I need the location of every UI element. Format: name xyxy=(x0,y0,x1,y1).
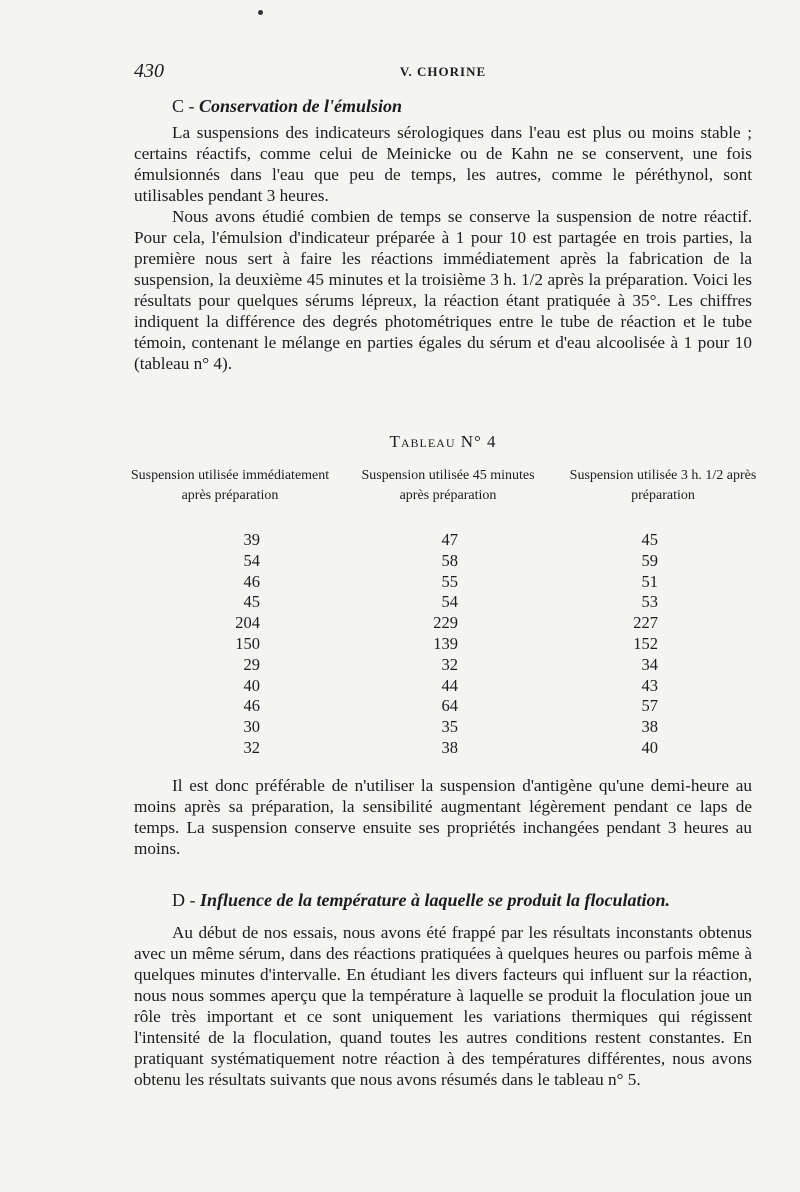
table-cell: 46 xyxy=(243,696,260,716)
table-cell: 54 xyxy=(441,592,458,612)
table-cell: 30 xyxy=(243,717,260,737)
table-cell: 32 xyxy=(243,737,260,757)
table-cell: 58 xyxy=(441,550,458,570)
table-cell: 229 xyxy=(433,613,458,633)
conclusion-paragraph: Il est donc préférable de n'utiliser la suspension d'antigène qu'une demi-heure au moins après sa préparation, la sensibilité augmentant légèrement pendant ce laps de temps. La suspension conserve ensuite ses propriétés inchangées pendant 3 heures au moins. xyxy=(134,776,752,858)
table-cell: 46 xyxy=(243,571,260,591)
table-cell: 43 xyxy=(641,675,658,695)
section-c-paragraph-1: La suspensions des indicateurs sérologiques dans l'eau est plus ou moins stable ; certains réactifs, comme celui de Meinicke ou de Kahn ne se conservent, une fois émulsionnés dans l'eau que peu de temps, les autres, comme le péréthynol, sont utilisables pendant 3 heures. xyxy=(134,123,752,205)
table-col-1-header: Suspension utilisée immédiatement après préparation xyxy=(130,468,330,503)
section-c-heading xyxy=(172,96,402,117)
table-col-3-header: Suspension utilisée 3 h. 1/2 après préparation xyxy=(569,468,757,503)
table-cell: 40 xyxy=(641,737,658,757)
section-d-heading xyxy=(172,890,670,911)
table-title: Tableau N° 4 xyxy=(389,432,497,451)
table-cell: 59 xyxy=(641,550,658,570)
section-d-letter: D - xyxy=(172,890,196,910)
table-cell: 204 xyxy=(235,613,260,633)
section-d-paragraph: Au début de nos essais, nous avons été frappé par les résultats inconstants obtenus avec un même sérum, dans des réactions pratiquées à quelques heures ou parfois même à quelques minutes d'intervalle. En étudiant les divers facteurs qui influent sur la réaction, nous nous sommes aperçu que la température à laquelle se produit la floculation joue un rôle très important et ce sont uniquement les variations thermiques qui régissent l'intensité de la floculation, quand toutes les autres conditions restent constantes. En pratiquant systématiquement notre réaction à des températures différentes, nous avons obtenu les résultats suivants que nous avons résumés dans le tableau n° 5. xyxy=(134,923,752,1089)
table-cell: 29 xyxy=(243,654,260,674)
table-cell: 45 xyxy=(243,592,260,612)
table-cell: 40 xyxy=(243,675,260,695)
table-cell: 39 xyxy=(243,530,260,549)
table-cell: 57 xyxy=(641,696,658,716)
table-cell: 53 xyxy=(641,592,658,612)
table-cell: 45 xyxy=(641,530,658,549)
table-cell: 150 xyxy=(235,633,260,653)
table-col-2 xyxy=(378,530,458,759)
table-cell: 55 xyxy=(441,571,458,591)
page-number: 430 xyxy=(134,60,164,82)
table-cell: 227 xyxy=(633,613,658,633)
ink-dot xyxy=(258,10,263,15)
running-head: V. CHORINE xyxy=(399,64,487,79)
section-c-paragraph-2: Nous avons étudié combien de temps se conserve la suspension de notre réactif. Pour cela, l'émulsion d'indicateur préparée à 1 pour 10 est partagée en trois parties, la première nous sert à faire les réactions immédiatement après la fabrication de la suspension, la deuxième 45 minutes et la troisième 3 h. 1/2 après la préparation. Voici les résultats pour quelques sérums lépreux, la réaction étant pratiquée à 35°. Les chiffres indiquent la différence des degrés photométriques entre le tube de réaction et le tube témoin, contenant le mélange en parties égales du sérum et d'eau alcoolisée à 1 pour 10 (tableau n° 4). xyxy=(134,207,752,373)
section-c-letter: C - xyxy=(172,96,195,116)
table-cell: 44 xyxy=(441,675,458,695)
table-cell: 54 xyxy=(243,550,260,570)
table-cell: 47 xyxy=(441,530,458,549)
table-cell: 64 xyxy=(441,696,458,716)
table-cell: 35 xyxy=(441,717,458,737)
section-d-title: Influence de la température à laquelle se produit la floculation. xyxy=(200,890,670,910)
table-col-2-header: Suspension utilisée 45 minutes après préparation xyxy=(361,468,535,503)
table-cell: 38 xyxy=(441,737,458,757)
table-col-3 xyxy=(578,530,658,759)
table-cell: 51 xyxy=(641,571,658,591)
section-c-title: Conservation de l'émulsion xyxy=(199,96,403,116)
table-cell: 38 xyxy=(641,717,658,737)
table-cell: 152 xyxy=(633,633,658,653)
table-cell: 32 xyxy=(441,654,458,674)
table-cell: 34 xyxy=(641,654,658,674)
table-cell: 139 xyxy=(433,633,458,653)
page-header xyxy=(134,60,752,82)
table-col-1 xyxy=(180,530,260,759)
